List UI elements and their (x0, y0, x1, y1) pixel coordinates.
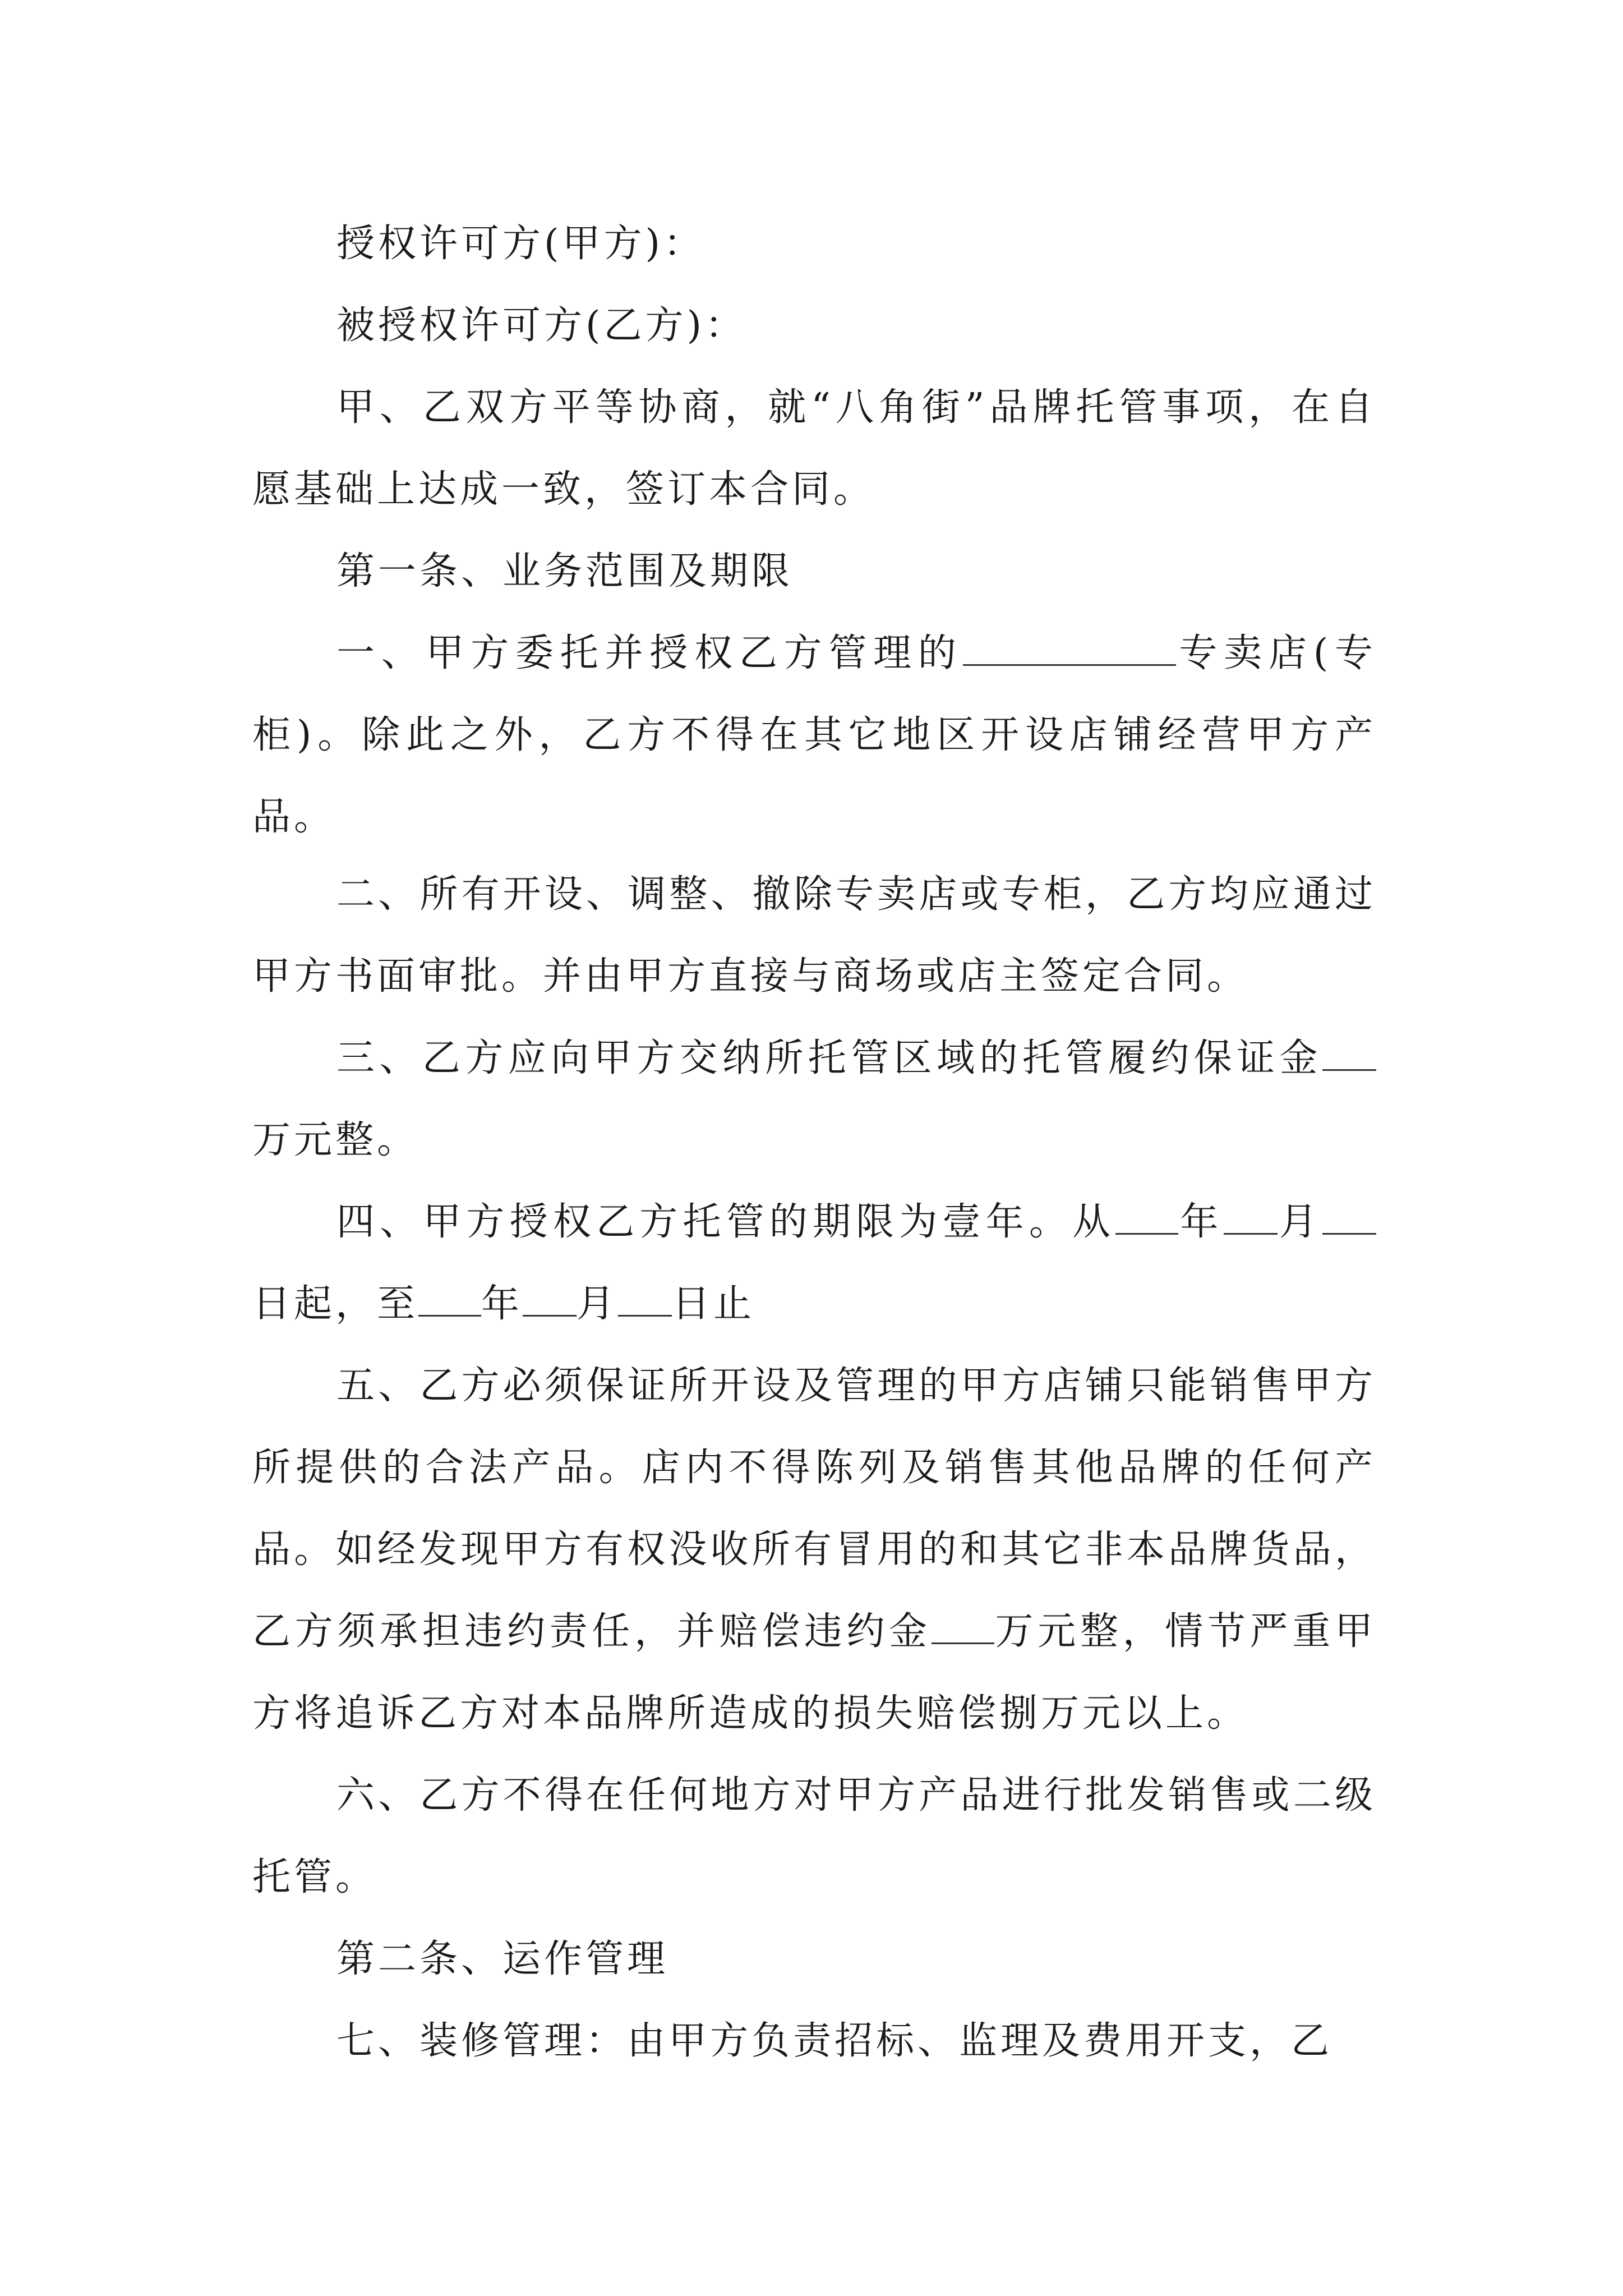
clause-4-year-2: 年 (481, 1282, 523, 1326)
clause-4-day-from: 日起，至 (252, 1282, 419, 1326)
blank-field (618, 1281, 672, 1317)
clause-7: 七、装修管理：由甲方负责招标、监理及费用开支，乙 (336, 2019, 1333, 2063)
clause-3-text-before: 三、乙方应向甲方交纳所托管区域的托管履约保证金 (336, 1036, 1322, 1080)
blank-field (1322, 1036, 1376, 1071)
clause-5 (252, 1345, 1376, 1755)
preamble: 甲、乙双方平等协商，就“八角街”品牌托管事项，在自愿基础上达成一致，签订本合同。 (252, 385, 1376, 512)
blank-field (932, 1609, 994, 1644)
clause-4 (252, 1181, 1376, 1345)
clause-4-year-1: 年 (1178, 1200, 1224, 1244)
blank-field (1224, 1199, 1278, 1235)
blank-field (1322, 1199, 1376, 1235)
clause-5-text-before: 五、乙方必须保证所开设及管理的甲方店铺只能销售甲方所提供的合法产品。店内不得陈列及销售其他品牌的任何产品。如经发现甲方有权没收所有冒用的和其它非本品牌货品，乙方须承担违约责任，并赔偿违约金 (252, 1364, 1376, 1654)
clause-4-text-part1: 四、甲方授权乙方托管的期限为壹年。从 (336, 1200, 1116, 1244)
clause-1-text-before: 一、甲方委托并授权乙方管理的 (336, 631, 963, 675)
clause-5-text-after: 万元整，情节严重甲方将追诉乙方对本品牌所造成的损失赔偿捌万元以上。 (252, 1609, 1376, 1736)
blank-field (1115, 1199, 1178, 1235)
clause-6: 六、乙方不得在任何地方对甲方产品进行批发销售或二级托管。 (252, 1773, 1376, 1899)
article-2-heading: 第二条、运作管理 (336, 1937, 669, 1981)
clause-3-text-after: 万元整。 (252, 1118, 419, 1162)
clause-1 (252, 613, 1376, 858)
blank-field (418, 1281, 481, 1317)
clause-1-text-after: 专卖店(专柜)。除此之外，乙方不得在其它地区开设店铺经营甲方产品。 (252, 631, 1376, 839)
clause-4-month-2: 月 (577, 1282, 619, 1326)
contract-body (252, 203, 1376, 2082)
clause-4-day-end: 日止 (672, 1282, 755, 1326)
clause-2: 二、所有开设、调整、撤除专卖店或专柜，乙方均应通过甲方书面审批。并由甲方直接与商场或店主签定合同。 (252, 872, 1376, 999)
blank-field (963, 631, 1176, 666)
clause-4-month-1: 月 (1277, 1200, 1322, 1244)
blank-field (523, 1281, 577, 1317)
party-b-label: 被授权许可方(乙方)： (336, 303, 747, 348)
clause-3 (252, 1018, 1376, 1181)
article-1-heading: 第一条、业务范围及期限 (336, 549, 794, 593)
party-a-label: 授权许可方(甲方)： (336, 222, 706, 266)
